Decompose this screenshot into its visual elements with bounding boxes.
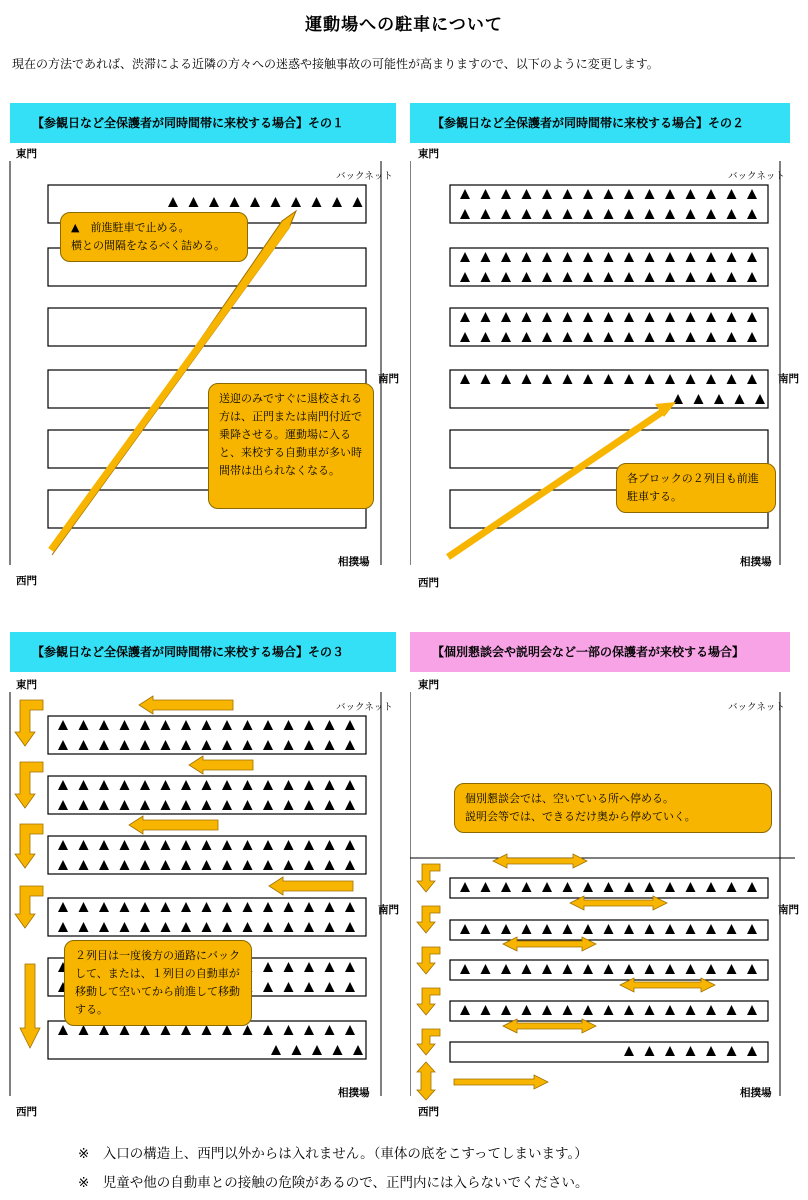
note-second-row: 各ブロックの２列目も前進駐車する。 xyxy=(616,463,776,513)
panel-3 xyxy=(8,676,399,1118)
panel-1 xyxy=(8,145,399,587)
footer-note-2: ※ 児童や他の自動車との接触の危険があるので、正門内には入らないでください。 xyxy=(78,1175,589,1191)
panel-3-header: 【参観日など全保護者が同時間帯に来校する場合】その３ xyxy=(10,632,396,672)
panel-2-header: 【参観日など全保護者が同時間帯に来校する場合】その２ xyxy=(410,103,790,143)
backnet-label: バックネット xyxy=(336,171,393,182)
east-gate-label: 東門 xyxy=(418,679,439,691)
backnet-label: バックネット xyxy=(728,171,785,182)
panel-4-header: 【個別懇談会や説明会など一部の保護者が来校する場合】 xyxy=(410,632,790,672)
south-gate-label: 南門 xyxy=(778,373,799,385)
west-gate-label: 西門 xyxy=(418,1106,439,1118)
note-consultation: 個別懇談会では、空いている所へ停める。 説明会等では、できるだけ奥から停めていく。 xyxy=(454,783,772,833)
sumo-label: 相撲場 xyxy=(338,1087,370,1099)
panel-3-diagram xyxy=(8,676,393,1116)
note-dropoff: 送迎のみですぐに退校される方は、正門または南門付近で乗降させる。運動場に入ると、来校する自動車が多い時間帯は出られなくなる。 xyxy=(208,383,374,509)
panel-2-diagram xyxy=(410,145,795,585)
page-title: 運動場への駐車について xyxy=(305,15,503,35)
south-gate-label: 南門 xyxy=(378,373,399,385)
sumo-label: 相撲場 xyxy=(740,1087,772,1099)
west-gate-label: 西門 xyxy=(16,575,37,587)
east-gate-label: 東門 xyxy=(16,679,37,691)
west-gate-label: 西門 xyxy=(418,577,439,589)
panel-4-diagram xyxy=(410,676,795,1116)
panel-4 xyxy=(410,676,799,1118)
panel-1-diagram xyxy=(8,145,393,585)
west-gate-label: 西門 xyxy=(16,1106,37,1118)
footer-note-1: ※ 入口の構造上、西門以外からは入れません。（車体の底をこすってしまいます。） xyxy=(78,1146,588,1162)
note-front-parking: ▲ 前進駐車で止める。 横との間隔をなるべく詰める。 xyxy=(60,212,248,262)
backnet-label: バックネット xyxy=(728,702,785,713)
east-gate-label: 東門 xyxy=(418,148,439,160)
east-gate-label: 東門 xyxy=(16,148,37,160)
sumo-label: 相撲場 xyxy=(338,556,370,568)
south-gate-label: 南門 xyxy=(378,904,399,916)
backnet-label: バックネット xyxy=(336,702,393,713)
panel-1-header: 【参観日など全保護者が同時間帯に来校する場合】その１ xyxy=(10,103,396,143)
sumo-label: 相撲場 xyxy=(740,556,772,568)
intro-text: 現在の方法であれば、渋滞による近隣の方々への迷惑や接触事故の可能性が高まりますので、以下のように変更します。 xyxy=(12,57,659,71)
panel-2 xyxy=(410,145,799,589)
south-gate-label: 南門 xyxy=(778,904,799,916)
note-backing-out: ２列目は一度後方の通路にバックして、または、１列目の自動車が移動して空いてから前進して移動する。 xyxy=(64,940,252,1026)
